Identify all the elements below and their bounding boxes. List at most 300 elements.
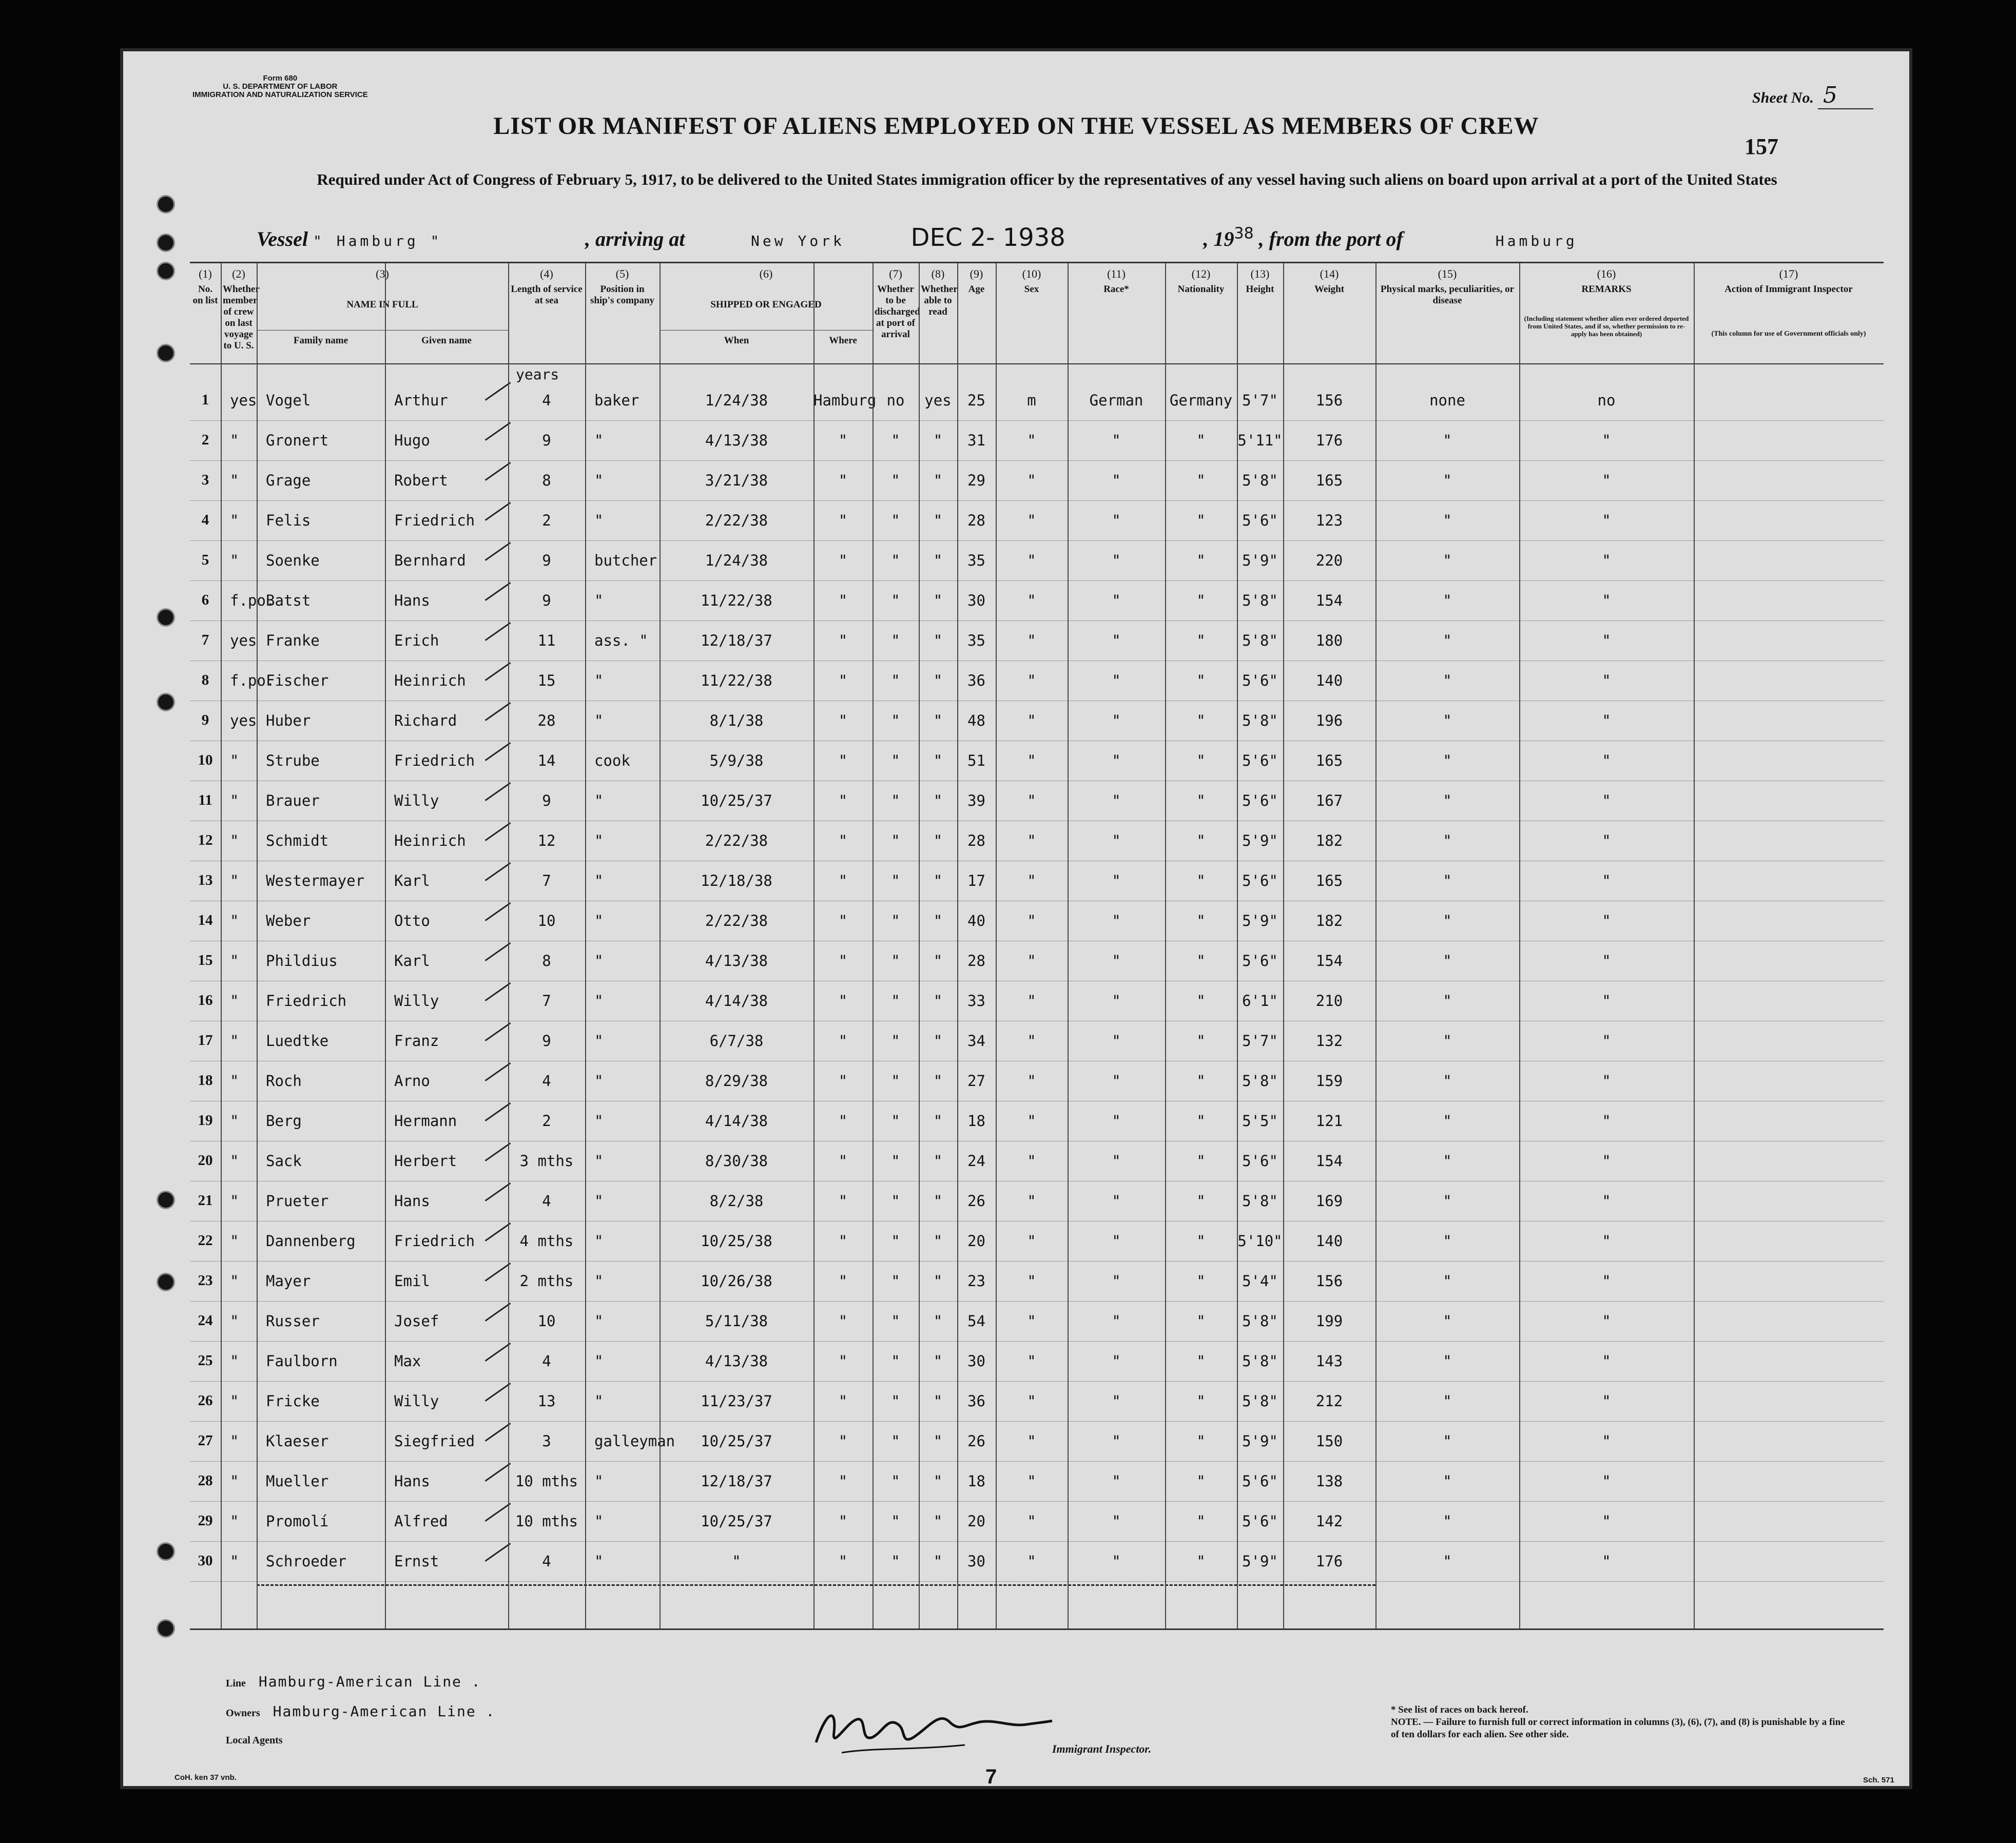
cell-race: "	[1112, 952, 1121, 969]
cell-given: Richard	[394, 712, 457, 729]
cell-where: "	[838, 1032, 848, 1050]
cell-family: Franke	[266, 632, 320, 649]
cell-n: 29	[198, 1512, 213, 1529]
cell-position: baker	[594, 392, 639, 409]
cell-n: 18	[198, 1072, 213, 1089]
cell-service: 12	[537, 832, 556, 849]
cell-position: "	[594, 1352, 604, 1370]
cell-marks: "	[1443, 512, 1452, 529]
column-header: Height	[1246, 284, 1274, 295]
years-label: years	[516, 366, 559, 383]
table-row	[190, 501, 1884, 541]
owners-label: Owners	[226, 1708, 260, 1719]
cell-given: Willy	[394, 1392, 439, 1410]
cell-family: Grage	[266, 472, 311, 489]
cell-race: "	[1112, 592, 1121, 609]
cell-given: Hans	[394, 592, 430, 609]
cell-family: Prueter	[266, 1192, 329, 1210]
cell-nat: "	[1196, 632, 1206, 649]
cell-read: "	[933, 872, 943, 889]
cell-given: Willy	[394, 992, 439, 1010]
cell-position: "	[594, 792, 604, 809]
cell-sex: "	[1027, 1152, 1036, 1170]
cell-age: 39	[967, 792, 985, 809]
column-divider	[1283, 263, 1284, 1628]
column-divider	[257, 263, 258, 1628]
cell-when: 11/22/38	[701, 672, 772, 689]
cell-weight: 138	[1315, 1472, 1343, 1490]
cell-service: 8	[542, 952, 551, 969]
cell-n: 3	[201, 472, 209, 488]
cell-marks: "	[1443, 1312, 1452, 1330]
cell-sex: "	[1027, 512, 1036, 529]
cell-age: 18	[967, 1472, 985, 1490]
cell-age: 35	[967, 552, 985, 569]
cell-remarks: "	[1602, 1032, 1611, 1050]
cell-age: 33	[967, 992, 985, 1010]
cell-position: "	[594, 1553, 604, 1570]
cell-race: "	[1112, 872, 1121, 889]
penalty-note: NOTE. — Failure to furnish full or correct information in columns (3), (6), (7), and (8) is punishable by a fine of ten dollars for each alien. See other side.	[1391, 1717, 1845, 1740]
cell-n: 9	[201, 712, 209, 728]
cell-disch: "	[891, 1352, 900, 1370]
column-divider	[385, 263, 386, 1628]
cell-position: "	[594, 1312, 604, 1330]
cell-family: Brauer	[266, 792, 320, 809]
form-header	[192, 74, 368, 99]
cell-when: "	[732, 1553, 741, 1570]
cell-given: Hermann	[394, 1112, 457, 1130]
cell-where: "	[838, 512, 848, 529]
table-row	[190, 1262, 1884, 1302]
cell-n: 5	[201, 552, 209, 568]
cell-read: "	[933, 1072, 943, 1090]
cell-family: Gronert	[266, 432, 329, 449]
cell-nat: "	[1196, 1112, 1206, 1130]
cell-disch: "	[891, 1272, 900, 1290]
cell-where: "	[838, 1312, 848, 1330]
cell-disch: no	[886, 392, 905, 409]
cell-race: "	[1112, 1152, 1121, 1170]
manifest-table	[190, 262, 1884, 1630]
cell-sex: "	[1027, 592, 1036, 609]
cell-nat: "	[1196, 1232, 1206, 1250]
cell-prev: "	[230, 1512, 239, 1530]
cell-family: Batst	[266, 592, 311, 609]
cell-marks: "	[1443, 472, 1452, 489]
cell-prev: "	[230, 472, 239, 489]
cell-sex: "	[1027, 1392, 1036, 1410]
cell-service: 2	[542, 1112, 551, 1130]
cell-n: 12	[198, 832, 213, 848]
cell-n: 30	[198, 1553, 213, 1569]
table-row	[190, 1542, 1884, 1582]
cell-disch: "	[891, 872, 900, 889]
row-rule	[190, 620, 1884, 621]
cell-height: 5'9"	[1242, 552, 1278, 569]
pencil-check-mark	[485, 742, 511, 761]
cell-n: 6	[201, 592, 209, 608]
cell-remarks: "	[1602, 1112, 1611, 1130]
cell-remarks: "	[1602, 472, 1611, 489]
pencil-check-mark	[485, 1142, 511, 1161]
row-rule	[190, 1501, 1884, 1502]
cell-family: Schroeder	[266, 1553, 347, 1570]
cell-sex: "	[1027, 1032, 1036, 1050]
row-rule	[190, 1421, 1884, 1422]
cell-remarks: "	[1602, 632, 1611, 649]
cell-when: 10/25/37	[701, 1432, 772, 1450]
cell-n: 10	[198, 752, 213, 768]
cell-family: Dannenberg	[266, 1232, 356, 1250]
cell-marks: "	[1443, 912, 1452, 929]
cell-prev: "	[230, 752, 239, 769]
cell-when: 1/24/38	[705, 392, 768, 409]
cell-age: 31	[967, 432, 985, 449]
cell-prev: "	[230, 1072, 239, 1090]
cell-family: Berg	[266, 1112, 302, 1130]
cell-when: 8/30/38	[705, 1152, 768, 1170]
cell-position: "	[594, 952, 604, 969]
cell-n: 26	[198, 1392, 213, 1409]
column-number: (10)	[1022, 267, 1041, 280]
pencil-check-mark	[485, 582, 511, 601]
cell-service: 3 mths	[519, 1152, 574, 1170]
cell-prev: "	[230, 1112, 239, 1130]
cell-race: "	[1112, 632, 1121, 649]
cell-when: 8/2/38	[709, 1192, 764, 1210]
cell-where: "	[838, 1392, 848, 1410]
cell-family: Felis	[266, 512, 311, 529]
cell-read: "	[933, 1512, 943, 1530]
cell-weight: 159	[1315, 1072, 1343, 1090]
cell-read: "	[933, 1232, 943, 1250]
cell-marks: "	[1443, 592, 1452, 609]
cell-height: 5'11"	[1237, 432, 1283, 449]
cell-age: 30	[967, 1352, 985, 1370]
cell-age: 28	[967, 832, 985, 849]
pencil-check-mark	[485, 422, 511, 441]
cell-read: "	[933, 1272, 943, 1290]
cell-prev: yes	[230, 392, 257, 409]
table-row	[190, 902, 1884, 941]
races-note: * See list of races on back hereof.	[1391, 1704, 1528, 1715]
cell-nat: "	[1196, 992, 1206, 1010]
cell-disch: "	[891, 1152, 900, 1170]
cell-when: 12/18/37	[701, 632, 772, 649]
cell-position: ass. "	[594, 632, 648, 649]
cell-race: "	[1112, 992, 1121, 1010]
row-rule	[190, 1461, 1884, 1462]
cell-nat: "	[1196, 1472, 1206, 1490]
cell-weight: 140	[1315, 672, 1343, 689]
cell-nat: "	[1196, 552, 1206, 569]
row-rule	[190, 1301, 1884, 1302]
header-divider	[257, 330, 508, 331]
binding-hole	[157, 1542, 175, 1561]
cell-sex: "	[1027, 792, 1036, 809]
cell-marks: "	[1443, 1072, 1452, 1090]
cell-when: 8/1/38	[709, 712, 764, 729]
cell-family: Mueller	[266, 1472, 329, 1490]
cell-service: 8	[542, 472, 551, 489]
cell-marks: "	[1443, 1192, 1452, 1210]
cell-when: 10/26/38	[701, 1272, 772, 1290]
cell-age: 28	[967, 512, 985, 529]
cell-given: Friedrich	[394, 1232, 475, 1250]
cell-n: 1	[201, 392, 209, 408]
cell-marks: "	[1443, 552, 1452, 569]
cell-family: Friedrich	[266, 992, 347, 1010]
cell-read: "	[933, 1112, 943, 1130]
table-row	[190, 421, 1884, 461]
table-row	[190, 1022, 1884, 1061]
column-header: Weight	[1314, 284, 1345, 295]
cell-prev: "	[230, 432, 239, 449]
column-divider	[1237, 263, 1238, 1628]
column-divider	[813, 263, 815, 1628]
cell-when: 5/9/38	[709, 752, 764, 769]
cell-race: "	[1112, 912, 1121, 929]
cell-marks: "	[1443, 952, 1452, 969]
cell-height: 5'9"	[1242, 832, 1278, 849]
pencil-check-mark	[485, 1263, 511, 1282]
column-number: (5)	[615, 267, 629, 280]
cell-nat: "	[1196, 1312, 1206, 1330]
column-number: (15)	[1438, 267, 1457, 280]
table-row	[190, 942, 1884, 981]
column-divider	[508, 263, 509, 1628]
cell-n: 17	[198, 1032, 213, 1049]
cell-service: 4	[542, 1072, 551, 1090]
column-divider	[919, 263, 920, 1628]
table-row	[190, 581, 1884, 621]
cell-when: 2/22/38	[705, 512, 768, 529]
table-row	[190, 1102, 1884, 1141]
cell-sex: "	[1027, 992, 1036, 1010]
arriving-port: New York	[751, 232, 845, 249]
cell-n: 2	[201, 432, 209, 448]
cell-disch: "	[891, 1432, 900, 1450]
cell-given: Friedrich	[394, 512, 475, 529]
cell-disch: "	[891, 1072, 900, 1090]
cell-marks: none	[1429, 392, 1465, 409]
cell-nat: "	[1196, 1392, 1206, 1410]
column-number: (17)	[1779, 267, 1798, 280]
cell-race: "	[1112, 1512, 1121, 1530]
cell-sex: "	[1027, 1472, 1036, 1490]
cell-age: 25	[967, 392, 985, 409]
table-row	[190, 1142, 1884, 1181]
cell-height: 5'9"	[1242, 1432, 1278, 1450]
cell-age: 24	[967, 1152, 985, 1170]
inspector-signature	[811, 1701, 1057, 1760]
table-row	[190, 662, 1884, 701]
pencil-check-mark	[485, 702, 511, 721]
cell-sex: "	[1027, 632, 1036, 649]
cell-where: "	[838, 752, 848, 769]
line-label: Line	[226, 1678, 246, 1689]
cell-sex: "	[1027, 952, 1036, 969]
inspector-label: Immigrant Inspector.	[1052, 1742, 1152, 1755]
cell-prev: "	[230, 1312, 239, 1330]
cell-nat: "	[1196, 512, 1206, 529]
pencil-check-mark	[485, 1223, 511, 1241]
from-label: , from the port of	[1258, 227, 1403, 250]
cell-disch: "	[891, 552, 900, 569]
cell-service: 7	[542, 992, 551, 1010]
cell-sex: "	[1027, 1072, 1036, 1090]
cell-family: Sack	[266, 1152, 302, 1170]
column-number: (4)	[540, 267, 553, 280]
cell-marks: "	[1443, 1272, 1452, 1290]
row-rule	[190, 580, 1884, 581]
cell-height: 5'8"	[1242, 1352, 1278, 1370]
cell-family: Soenke	[266, 552, 320, 569]
cell-weight: 154	[1315, 1152, 1343, 1170]
column-number: (9)	[970, 267, 983, 280]
cell-where: "	[838, 712, 848, 729]
cell-age: 48	[967, 712, 985, 729]
column-subheader-when: When	[724, 335, 749, 346]
cell-where: "	[838, 1192, 848, 1210]
row-rule	[190, 420, 1884, 421]
cell-when: 4/13/38	[705, 1352, 768, 1370]
cell-read: "	[933, 592, 943, 609]
cell-where: "	[838, 1352, 848, 1370]
cell-family: Westermayer	[266, 872, 365, 889]
cell-prev: "	[230, 512, 239, 529]
cell-service: 14	[537, 752, 556, 769]
cell-age: 28	[967, 952, 985, 969]
cell-race: "	[1112, 1432, 1121, 1450]
binding-holes	[157, 0, 187, 1843]
cell-position: "	[594, 512, 604, 529]
cell-nat: "	[1196, 1512, 1206, 1530]
cell-remarks: "	[1602, 432, 1611, 449]
row-rule	[190, 1381, 1884, 1382]
table-row	[190, 1382, 1884, 1422]
cell-disch: "	[891, 1553, 900, 1570]
cell-sex: "	[1027, 472, 1036, 489]
table-row	[190, 461, 1884, 501]
pencil-check-mark	[485, 1102, 511, 1121]
table-row	[190, 1502, 1884, 1542]
cell-marks: "	[1443, 672, 1452, 689]
cell-race: "	[1112, 1072, 1121, 1090]
cell-service: 28	[537, 712, 556, 729]
table-row	[190, 982, 1884, 1021]
cell-service: 4	[542, 392, 551, 409]
column-header: Action of Immigrant Inspector	[1724, 284, 1853, 295]
column-divider	[873, 263, 874, 1628]
binding-hole	[157, 1619, 175, 1638]
pencil-check-mark	[485, 542, 511, 561]
column-header: Physical marks, peculiarities, or disease	[1380, 284, 1515, 306]
cell-service: 11	[537, 632, 556, 649]
cell-nat: "	[1196, 1272, 1206, 1290]
cell-sex: "	[1027, 672, 1036, 689]
cell-prev: f.po.	[230, 592, 275, 609]
cell-given: Otto	[394, 912, 430, 929]
table-row	[190, 1462, 1884, 1502]
cell-position: "	[594, 1272, 604, 1290]
cell-remarks: "	[1602, 1472, 1611, 1490]
cell-marks: "	[1443, 1352, 1452, 1370]
cell-remarks: "	[1602, 992, 1611, 1010]
cell-when: 3/21/38	[705, 472, 768, 489]
cell-weight: 212	[1315, 1392, 1343, 1410]
table-row	[190, 381, 1884, 421]
column-number: (6)	[759, 267, 773, 280]
cell-service: 15	[537, 672, 556, 689]
cell-age: 34	[967, 1032, 985, 1050]
date-stamp: DEC 2- 1938	[910, 223, 1065, 252]
binding-hole	[157, 195, 175, 214]
cell-position: "	[594, 872, 604, 889]
cell-read: "	[933, 912, 943, 929]
row-rule	[190, 1341, 1884, 1342]
cell-where: "	[838, 1272, 848, 1290]
cell-age: 30	[967, 1553, 985, 1570]
cell-weight: 182	[1315, 912, 1343, 929]
cell-sex: "	[1027, 912, 1036, 929]
cell-service: 9	[542, 592, 551, 609]
cell-n: 13	[198, 872, 213, 888]
cell-nat: Germany	[1169, 392, 1233, 409]
cell-sex: "	[1027, 712, 1036, 729]
cell-read: "	[933, 632, 943, 649]
cell-nat: "	[1196, 712, 1206, 729]
cell-read: "	[933, 1553, 943, 1570]
column-header: Whether to be discharged at port of arrival	[875, 284, 920, 340]
cell-disch: "	[891, 712, 900, 729]
cell-where: "	[838, 1553, 848, 1570]
cell-race: "	[1112, 552, 1121, 569]
cell-service: 9	[542, 432, 551, 449]
table-row	[190, 1062, 1884, 1101]
cell-nat: "	[1196, 832, 1206, 849]
cell-remarks: "	[1602, 1392, 1611, 1410]
cell-disch: "	[891, 672, 900, 689]
header-divider	[660, 330, 873, 331]
cell-where: "	[838, 672, 848, 689]
column-divider	[1519, 263, 1520, 1628]
cell-service: 2	[542, 512, 551, 529]
cell-height: 5'8"	[1242, 632, 1278, 649]
print-code: CoH. ken 37 vnb.	[175, 1773, 237, 1782]
cell-n: 19	[198, 1112, 213, 1129]
cell-nat: "	[1196, 1553, 1206, 1570]
cell-given: Siegfried	[394, 1432, 475, 1450]
cell-height: 5'8"	[1242, 472, 1278, 489]
pencil-check-mark	[485, 822, 511, 841]
cell-position: galleyman	[594, 1432, 675, 1450]
cell-given: Ernst	[394, 1553, 439, 1570]
year-prefix: , 19	[1203, 227, 1234, 250]
cell-n: 25	[198, 1352, 213, 1369]
column-number: (16)	[1597, 267, 1616, 280]
pencil-check-mark	[485, 1543, 511, 1562]
cell-remarks: "	[1602, 1512, 1611, 1530]
cell-n: 8	[201, 672, 209, 688]
pencil-check-mark	[485, 782, 511, 801]
cell-position: "	[594, 1512, 604, 1530]
cell-position: "	[594, 1072, 604, 1090]
cell-age: 51	[967, 752, 985, 769]
cell-marks: "	[1443, 1232, 1452, 1250]
cell-where: "	[838, 872, 848, 889]
